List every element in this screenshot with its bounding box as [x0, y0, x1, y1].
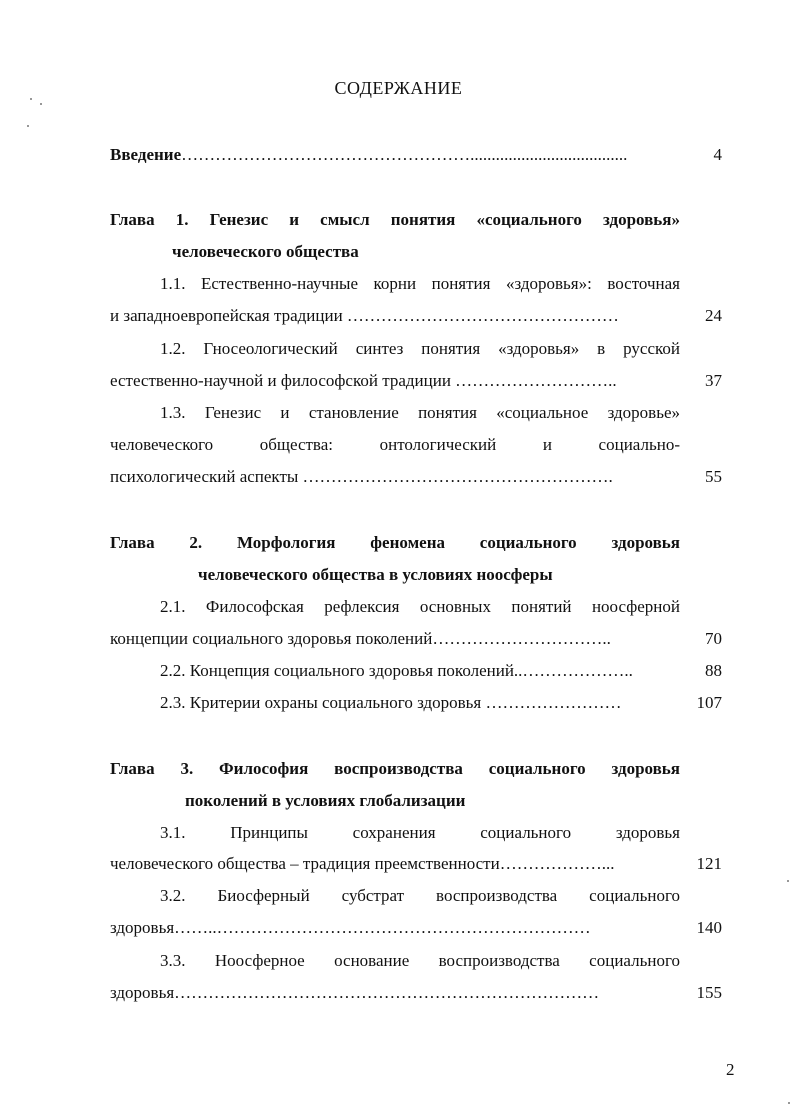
- toc-page-2-2: 88: [705, 661, 722, 680]
- toc-page-2-1: 70: [705, 629, 722, 648]
- toc-entry-3-3-cont: здоровья…………………………………………………………………: [110, 983, 600, 1002]
- toc-entry-1-3-cont: человеческого общества: онтологический и социально-: [110, 435, 680, 454]
- toc-entry-intro: [110, 144, 627, 166]
- toc-entry-3-3: 3.3. Ноосферное основание воспроизводства социального: [160, 951, 680, 970]
- intro-page: 4: [713, 145, 722, 164]
- chapter-1-heading: Глава 1. Генезис и смысл понятия «социального здоровья»: [110, 210, 680, 229]
- toc-entry-2-3: 2.3. Критерии охраны социального здоровья ……………………: [160, 693, 622, 712]
- toc-entry-1-1: 1.1. Естественно-научные корни понятия «здоровья»: восточная: [160, 274, 680, 293]
- toc-entry-1-2: 1.2. Гносеологический синтез понятия «здоровья» в русской: [160, 339, 680, 358]
- scan-speck: [40, 103, 42, 105]
- page-number: 2: [726, 1060, 735, 1079]
- toc-entry-2-1: 2.1. Философская рефлексия основных понятий ноосферной: [160, 597, 680, 616]
- toc-entry-2-2: 2.2. Концепция социального здоровья поколений..………………..: [160, 661, 633, 680]
- scan-speck: [787, 880, 789, 882]
- toc-page-3-2: 140: [696, 918, 722, 937]
- chapter-2-heading: Глава 2. Морфология феномена социального здоровья: [110, 533, 680, 552]
- chapter-3-heading-cont: поколений в условиях глобализации: [185, 791, 466, 810]
- toc-page-3-1: 121: [696, 854, 722, 873]
- page-title: СОДЕРЖАНИЕ: [334, 78, 463, 98]
- toc-entry-2-1-cont: концепции социального здоровья поколений…………………………..: [110, 629, 611, 648]
- chapter-1-heading-cont: человеческого общества: [172, 242, 359, 261]
- toc-entry-3-1-cont: человеческого общества – традиция преемственности………………...: [110, 854, 615, 873]
- toc-page-1-2: 37: [705, 371, 722, 390]
- scan-speck: [27, 125, 29, 127]
- scan-speck: [30, 98, 32, 100]
- toc-page-3-3: 155: [696, 983, 722, 1002]
- toc-page-2-3: 107: [696, 693, 722, 712]
- chapter-3-heading: Глава 3. Философия воспроизводства социального здоровья: [110, 759, 680, 778]
- toc-entry-1-3: 1.3. Генезис и становление понятия «социальное здоровье»: [160, 403, 680, 422]
- intro-dots: …………………………………………….....................................: [181, 145, 628, 164]
- chapter-2-heading-cont: человеческого общества в условиях ноосферы: [198, 565, 553, 584]
- toc-page-1-3: 55: [705, 467, 722, 486]
- toc-entry-3-1: 3.1. Принципы сохранения социального здоровья: [160, 823, 680, 842]
- toc-entry-1-2-cont: естественно-научной и философской традиции ………………………..: [110, 371, 617, 390]
- intro-label: Введение: [110, 145, 182, 164]
- toc-page-1-1: 24: [705, 306, 722, 325]
- toc-entry-1-3-cont2: психологический аспекты ……………………………………………….: [110, 467, 613, 486]
- scan-speck: [788, 1102, 790, 1104]
- toc-entry-1-1-cont: и западноевропейская традиции …………………………………………: [110, 306, 619, 325]
- toc-entry-3-2-cont: здоровья……..…………………………………………………………: [110, 918, 591, 937]
- toc-entry-3-2: 3.2. Биосферный субстрат воспроизводства социального: [160, 886, 680, 905]
